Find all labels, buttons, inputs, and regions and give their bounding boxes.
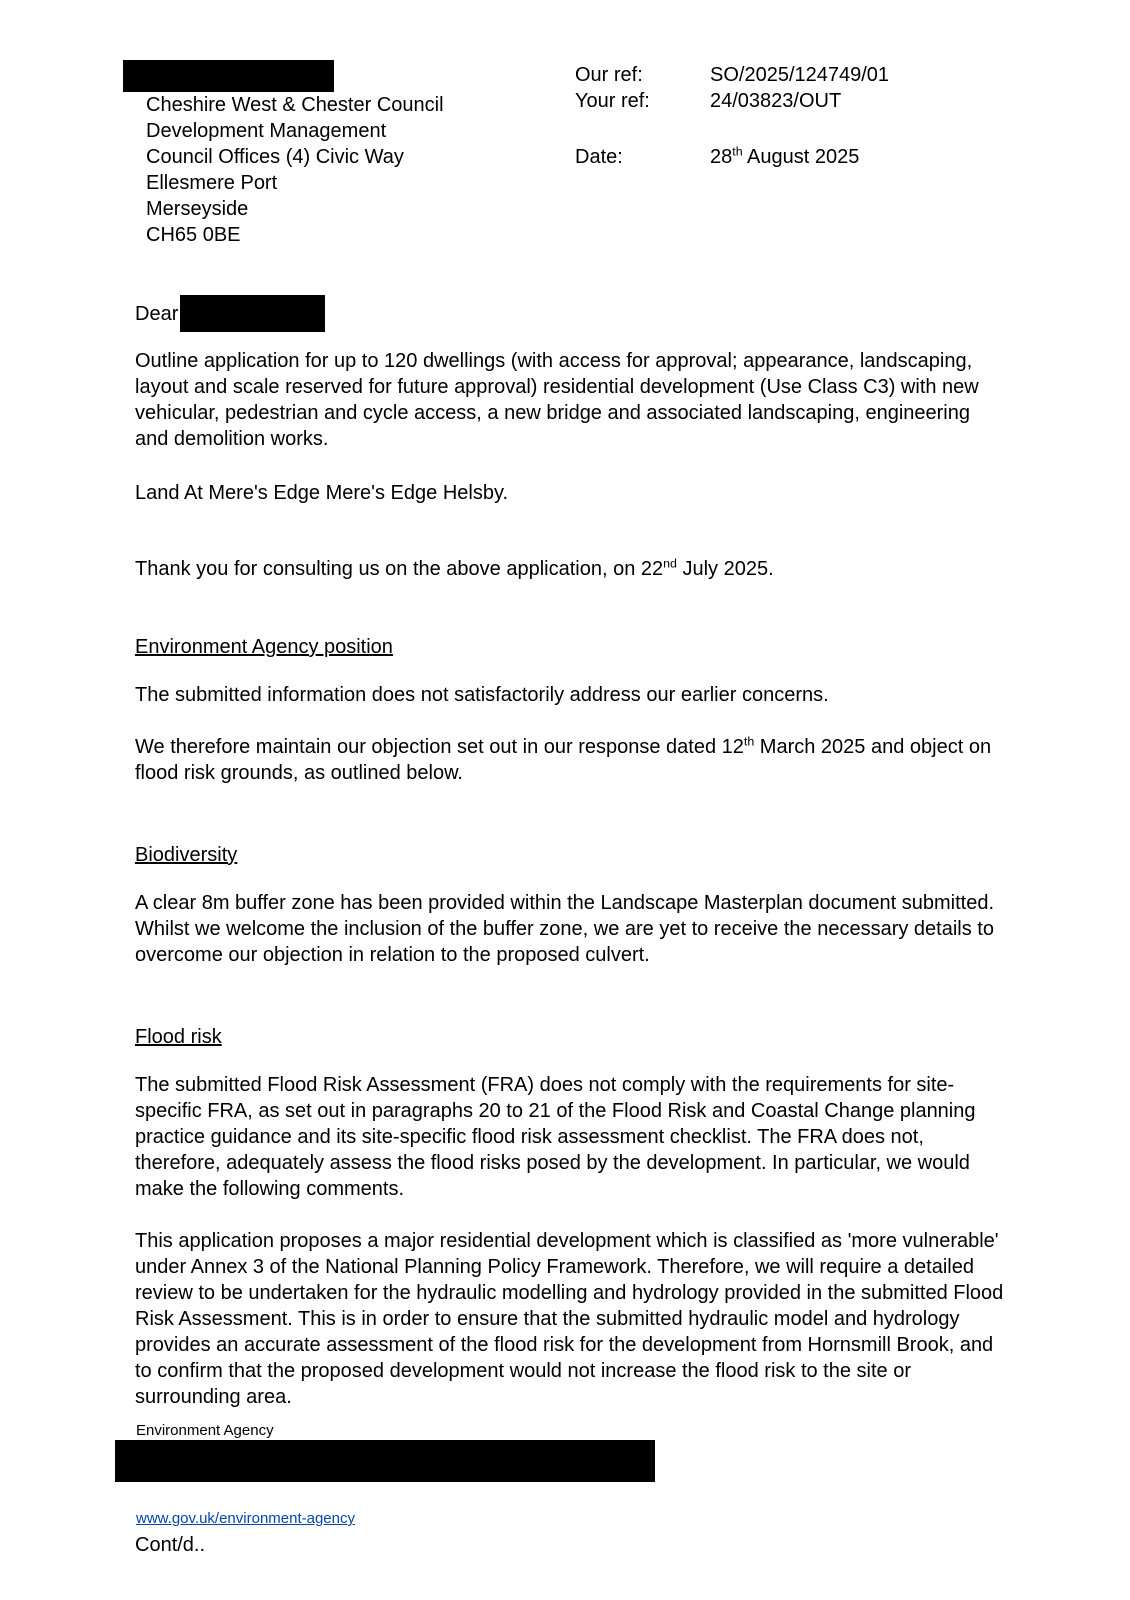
position-ordinal-superscript: th	[743, 734, 755, 749]
biodiversity-paragraph: A clear 8m buffer zone has been provided within the Landscape Masterplan document submitted. Whilst we welcome the inclusion of the buffer zone, we are yet to receive the necessary details to overcome our objection in relation to the proposed culvert.	[135, 892, 995, 966]
site-address-line: Land At Mere's Edge Mere's Edge Helsby.	[135, 482, 509, 504]
date-label: Date:	[575, 146, 623, 168]
our-ref-row	[575, 62, 889, 88]
thanks-paragraph	[135, 556, 1007, 582]
date-value	[710, 144, 859, 170]
recipient-address-block	[146, 92, 444, 248]
date-row	[575, 144, 889, 170]
thanks-ordinal-superscript: nd	[663, 556, 677, 571]
biodiversity-heading: Biodiversity	[135, 844, 238, 866]
position-paragraph-1: The submitted information does not satisfactorily address our earlier concerns.	[135, 684, 829, 706]
references-block	[575, 62, 889, 170]
our-ref-value: SO/2025/124749/01	[710, 64, 890, 86]
footer-website-link[interactable]: www.gov.uk/environment-agency	[136, 1510, 355, 1527]
recipient-address-line: Ellesmere Port	[146, 172, 278, 194]
recipient-address-line: CH65 0BE	[146, 224, 241, 246]
salutation-line	[135, 295, 325, 332]
flood-risk-paragraph-2: This application proposes a major residential development which is classified as 'more vulnerable' under Annex 3 of the National Planning Policy Framework. Therefore, we will require a detailed review to be undertaken for the hydraulic modelling and hydrology provided in the submitted Flood Risk Assessment. This is in order to ensure that the submitted hydraulic model and hydrology provides an accurate assessment of the flood risk for the development from Hornsmill Brook, and to confirm that the proposed development would not increase the flood risk to the site or surrounding area.	[135, 1230, 1004, 1408]
your-ref-row	[575, 88, 889, 114]
letter-body	[135, 348, 1007, 1436]
continued-marker: Cont/d..	[135, 1534, 206, 1556]
flood-risk-paragraph-1: The submitted Flood Risk Assessment (FRA) does not comply with the requirements for site-specific FRA, as set out in paragraphs 20 to 21 of the Flood Risk and Coastal Change planning practice guidance and its site-specific flood risk assessment checklist. The FRA does not, therefore, adequately assess the flood risks posed by the development. In particular, we would make the following comments.	[135, 1074, 976, 1200]
recipient-address-line: Merseyside	[146, 198, 249, 220]
thanks-text-pre: Thank you for consulting us on the above application, on 22	[135, 558, 664, 580]
recipient-address-line: Cheshire West & Chester Council	[146, 94, 444, 116]
flood-risk-heading: Flood risk	[135, 1026, 222, 1048]
salutation-dear: Dear	[135, 302, 179, 325]
redacted-footer-bar	[115, 1440, 655, 1482]
date-ordinal-superscript: th	[732, 144, 743, 159]
our-ref-label: Our ref:	[575, 64, 643, 86]
position-paragraph-2	[135, 734, 1007, 786]
redacted-recipient-name-bar	[123, 60, 334, 92]
your-ref-label: Your ref:	[575, 90, 650, 112]
position-text-post: March 2025 and object on flood risk grounds, as outlined below.	[135, 736, 992, 784]
date-rest: August 2025	[742, 146, 860, 168]
thanks-text-post: July 2025.	[676, 558, 774, 580]
redacted-salutation-name-bar	[180, 295, 325, 332]
position-text-pre: We therefore maintain our objection set out in our response dated 12	[135, 736, 744, 758]
recipient-address-line: Council Offices (4) Civic Way	[146, 146, 404, 168]
footer-agency-name: Environment Agency	[136, 1422, 274, 1439]
environment-agency-position-heading: Environment Agency position	[135, 636, 393, 658]
your-ref-value: 24/03823/OUT	[710, 90, 842, 112]
date-day: 28	[710, 146, 733, 168]
application-description-paragraph: Outline application for up to 120 dwellings (with access for approval; appearance, landscaping, layout and scale reserved for future approval) residential development (Use Class C3) with new vehicular, pedestrian and cycle access, a new bridge and associated landscaping, engineering and demolition works.	[135, 350, 979, 450]
recipient-address-line: Development Management	[146, 120, 387, 142]
